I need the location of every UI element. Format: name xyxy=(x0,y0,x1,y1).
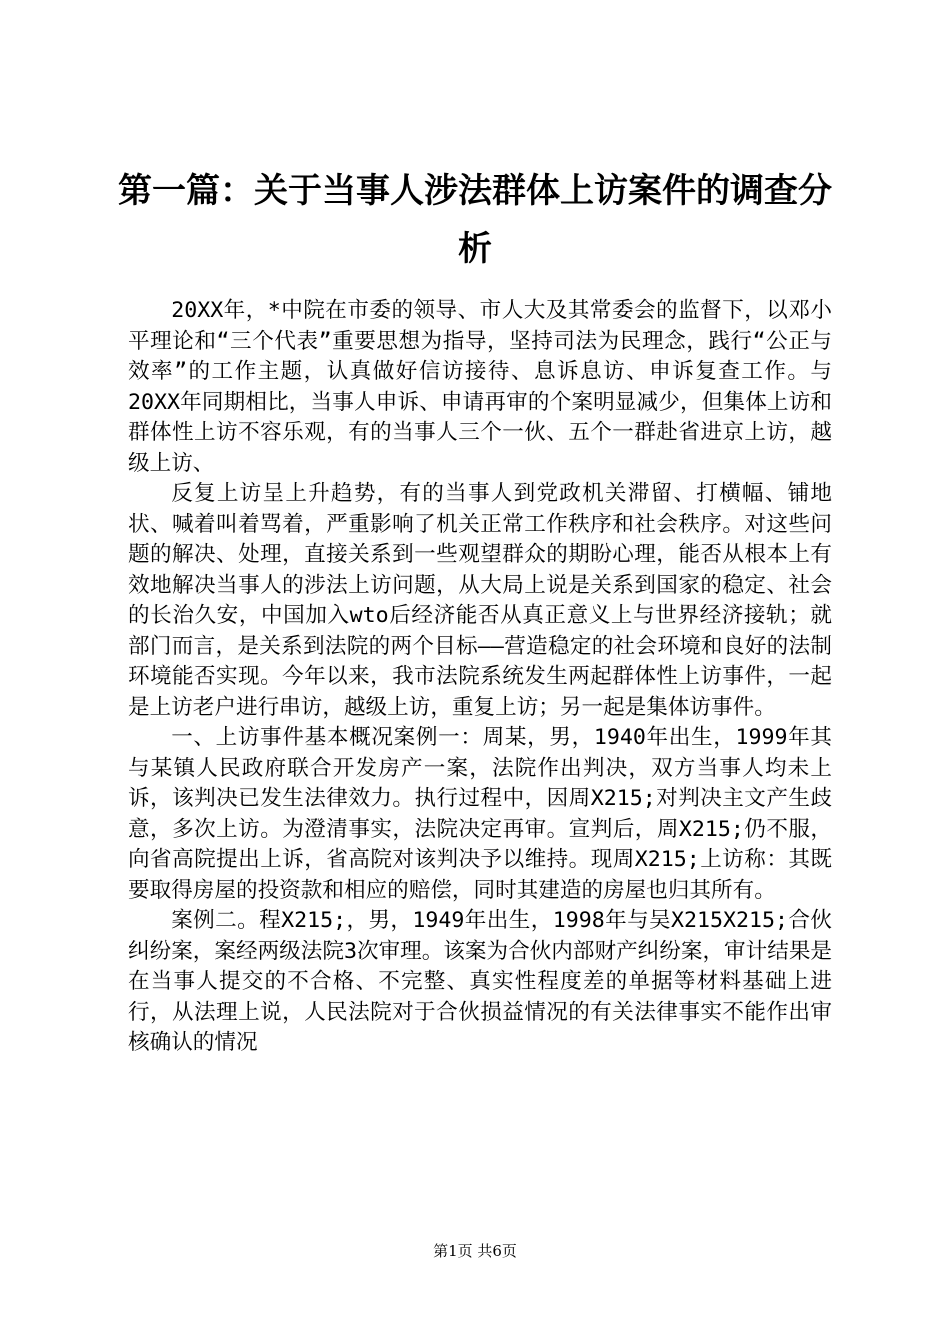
paragraph: 反复上访呈上升趋势，有的当事人到党政机关滞留、打横幅、铺地状、喊着叫着骂着，严重影响了机关正常工作秩序和社会秩序。对这些问题的解决、处理，直接关系到一些观望群众的期盼心理，能否从根本上有效地解决当事人的涉法上访问题，从大局上说是关系到国家的稳定、社会的长治久安，中国加入wto后经济能否从真正意义上与世界经济接轨；就部门而言，是关系到法院的两个目标——营造稳定的社会环境和良好的法制环境能否实现。今年以来，我市法院系统发生两起群体性上访事件，一起是上访老户进行串访，越级上访，重复上访；另一起是集体访事件。 xyxy=(128,481,832,720)
document-title: 第一篇：关于当事人涉法群体上访案件的调查分析 xyxy=(118,171,832,269)
paragraph: 20XX年，*中院在市委的领导、市人大及其常委会的监督下，以邓小平理论和“三个代表”重要思想为指导，坚持司法为民理念，践行“公正与效率”的工作主题，认真做好信访接待、息诉息访、申诉复查工作。与20XX年同期相比，当事人申诉、申请再审的个案明显减少，但集体上访和群体性上访不容乐观，有的当事人三个一伙、五个一群赴省进京上访，越级上访、 xyxy=(128,298,832,476)
page-footer: 第1页 共6页 xyxy=(433,1242,517,1260)
document-body xyxy=(128,296,832,1059)
paragraph: 案例二。程X215;，男，1949年出生，1998年与吴X215X215;合伙纠纷案，案经两级法院3次审理。该案为合伙内部财产纠纷案，审计结果是在当事人提交的不合格、不完整、真实性程度差的单据等材料基础上进行，从法理上说，人民法院对于合伙损益情况的有关法律事实不能作出审核确认的情况 xyxy=(128,908,833,1055)
paragraph: 一、上访事件基本概况案例一：周某，男，1940年出生，1999年其与某镇人民政府联合开发房产一案，法院作出判决，双方当事人均未上诉，该判决已发生法律效力。执行过程中，因周X215;对判决主文产生歧意，多次上访。为澄清事实，法院决定再审。宣判后，周X215;仍不服，向省高院提出上诉，省高院对该判决予以维持。现周X215;上访称：其既要取得房屋的投资款和相应的赔偿，同时其建造的房屋也归其所有。 xyxy=(128,725,832,903)
